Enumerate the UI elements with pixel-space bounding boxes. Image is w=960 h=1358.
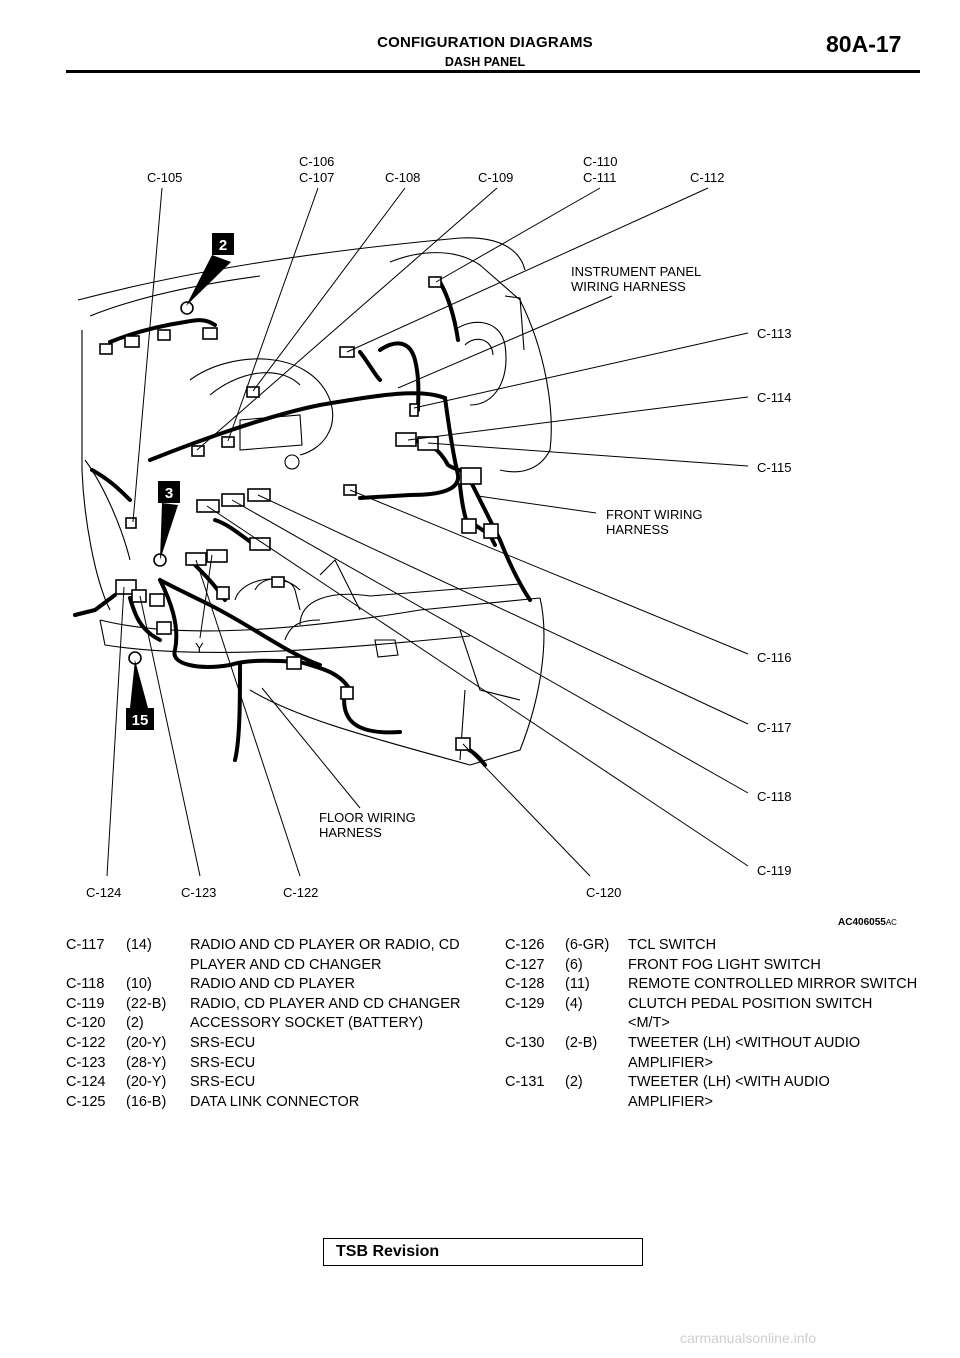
connector-id: C-128 [505, 976, 545, 993]
connector-pins: (20-Y) [126, 1074, 167, 1091]
connector-row [505, 995, 925, 1034]
connector-description: TWEETER (LH) <WITH AUDIO AMPLIFIER> [628, 1074, 830, 1110]
connector-description: FRONT FOG LIGHT SWITCH [628, 956, 821, 973]
connector-row [66, 1073, 486, 1093]
connectors [100, 277, 498, 750]
connector-pins: (22-B) [126, 995, 167, 1012]
connector-row [505, 956, 925, 976]
watermark: carmanualsonline.info [680, 1330, 817, 1346]
label-c118: C-118 [757, 789, 792, 804]
header-title: CONFIGURATION DIAGRAMS [377, 34, 593, 51]
connector-description: SRS-ECU [190, 1054, 256, 1071]
connector-description: REMOTE CONTROLLED MIRROR SWITCH [628, 976, 918, 993]
connector-id: C-130 [505, 1034, 545, 1051]
connector-shape [222, 437, 234, 447]
label-c116: C-116 [757, 650, 792, 665]
connector-description: RADIO AND CD PLAYER [190, 976, 355, 993]
connector-shape [429, 277, 441, 287]
label-ip-harness-1: INSTRUMENT PANEL [571, 264, 702, 279]
connector-shape [462, 519, 476, 533]
connector-row [66, 936, 486, 975]
connector-id: C-119 [66, 995, 105, 1012]
connector-shape [158, 330, 170, 340]
label-floor-harness-2: HARNESS [319, 825, 382, 840]
connector-pins: (11) [565, 976, 590, 993]
label-c117: C-117 [757, 720, 792, 735]
connector-shape [272, 577, 284, 587]
label-c107: C-107 [299, 170, 335, 185]
connector-row [66, 1054, 486, 1074]
ground-marker-2: 2 [218, 237, 228, 254]
label-c123: C-123 [181, 885, 217, 900]
label-c108: C-108 [385, 170, 421, 185]
connector-description: RADIO AND CD PLAYER OR RADIO, CD PLAYER AND CD CHANGER [190, 937, 460, 973]
connector-id: C-125 [66, 1093, 106, 1110]
connector-id: C-126 [505, 937, 545, 953]
label-c114: C-114 [757, 390, 792, 405]
connector-shape [192, 446, 204, 456]
connector-shape [207, 550, 227, 562]
label-front-harness-2: HARNESS [606, 522, 669, 537]
label-c109: C-109 [478, 170, 514, 185]
label-c119: C-119 [757, 863, 792, 878]
connector-shape [203, 328, 217, 339]
label-floor-harness-1: FLOOR WIRING [319, 810, 416, 825]
connector-pins: (16-B) [126, 1093, 167, 1110]
connector-description: TWEETER (LH) <WITHOUT AUDIO AMPLIFIER> [628, 1034, 861, 1071]
connector-pins: (14) [126, 937, 152, 953]
label-c105: C-105 [147, 170, 183, 185]
connector-pins: (20-Y) [126, 1034, 167, 1051]
connector-pins: (2-B) [565, 1034, 598, 1051]
connector-row [66, 1034, 486, 1054]
ground-marker-3: 3 [164, 485, 174, 502]
connector-id: C-131 [505, 1074, 545, 1091]
connector-shape [125, 336, 139, 347]
connector-id: C-117 [66, 937, 105, 953]
connector-shape [197, 500, 219, 512]
connector-shape [217, 587, 229, 599]
label-c124: C-124 [86, 885, 122, 900]
connector-row [66, 1093, 486, 1113]
connector-row [66, 975, 486, 995]
connector-pins: (28-Y) [126, 1054, 167, 1071]
connector-shape [150, 594, 164, 606]
connector-shape [287, 657, 301, 669]
connector-description: ACCESSORY SOCKET (BATTERY) [190, 1015, 424, 1032]
connector-pins: (4) [565, 995, 583, 1012]
connector-id: C-124 [66, 1074, 106, 1091]
connector-shape [247, 387, 259, 397]
connector-row [505, 1073, 925, 1112]
page-number: 80A-17 [826, 31, 902, 57]
ground-marker-15: 15 [131, 712, 149, 729]
connector-shape [461, 468, 481, 484]
label-ip-harness-2: WIRING HARNESS [571, 279, 686, 294]
connector-description: TCL SWITCH [628, 937, 717, 953]
connector-shape [100, 344, 112, 354]
label-c113: C-113 [757, 326, 792, 341]
connector-id: C-123 [66, 1054, 106, 1071]
connector-id: C-127 [505, 956, 545, 973]
connector-row [66, 1014, 486, 1034]
connector-list-left [66, 936, 486, 1112]
connector-row [505, 975, 925, 995]
tsb-revision-label: TSB Revision [336, 1243, 440, 1260]
connector-description: DATA LINK CONNECTOR [190, 1093, 360, 1110]
label-c115: C-115 [757, 460, 792, 475]
connector-description: CLUTCH PEDAL POSITION SWITCH <M/T> [628, 995, 873, 1032]
connector-list-right [505, 936, 925, 1112]
connector-shape [157, 622, 171, 634]
connector-shape [132, 590, 146, 602]
connector-shape [250, 538, 270, 550]
connector-row [505, 1034, 925, 1073]
header-subtitle: DASH PANEL [444, 55, 526, 69]
connector-id: C-122 [66, 1034, 106, 1051]
connector-description: RADIO, CD PLAYER AND CD CHANGER [190, 995, 461, 1012]
figure-id: AC406055AC [838, 917, 897, 928]
connector-id: C-129 [505, 995, 545, 1012]
connector-pins: (2) [565, 1074, 583, 1091]
label-c111: C-111 [583, 170, 617, 185]
connector-description: SRS-ECU [190, 1074, 256, 1091]
connector-id: C-120 [66, 1015, 106, 1032]
connector-pins: (10) [126, 976, 152, 993]
connector-shape [410, 404, 418, 416]
connector-row [505, 936, 925, 956]
connector-row [66, 995, 486, 1015]
connector-shape [341, 687, 353, 699]
tsb-revision-box [323, 1238, 643, 1266]
label-y-marker: Y [195, 640, 204, 655]
connector-pins: (6-GR) [565, 937, 610, 953]
connector-pins: (6) [565, 956, 583, 973]
label-c122: C-122 [283, 885, 319, 900]
label-front-harness-1: FRONT WIRING [606, 507, 703, 522]
label-c110: C-110 [583, 154, 618, 169]
connector-pins: (2) [126, 1015, 144, 1032]
connector-id: C-118 [66, 976, 105, 993]
label-c112: C-112 [690, 170, 725, 185]
ground-markers [126, 233, 234, 730]
connector-shape [181, 302, 193, 314]
label-c120: C-120 [586, 885, 622, 900]
connector-shape [186, 553, 206, 565]
connector-shape [126, 518, 136, 528]
connector-description: SRS-ECU [190, 1034, 256, 1051]
label-c106: C-106 [299, 154, 335, 169]
connector-shape [484, 524, 498, 538]
